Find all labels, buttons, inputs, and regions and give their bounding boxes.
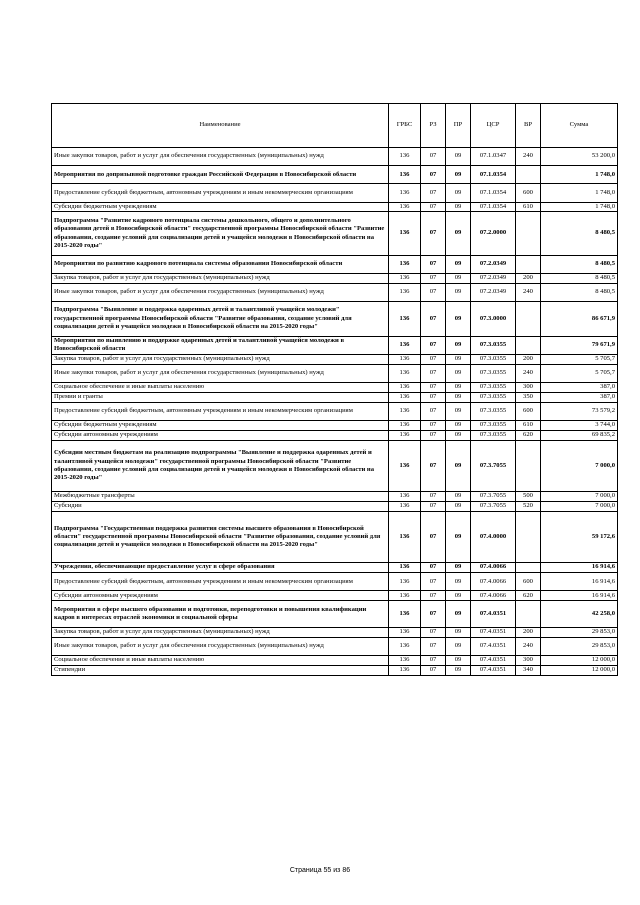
cell-csr: 07.4.0351 bbox=[471, 637, 516, 655]
table-row bbox=[52, 255, 618, 273]
cell-vr: 200 bbox=[516, 627, 541, 637]
table-row bbox=[52, 402, 618, 420]
col-header-grbs: ГРБС bbox=[389, 104, 421, 148]
cell-pr: 09 bbox=[446, 563, 471, 573]
cell-sum: 12 000,0 bbox=[541, 655, 618, 665]
cell-vr: 300 bbox=[516, 655, 541, 665]
cell-name: Подпрограмма "Развитие кадрового потенциала системы дошкольного, общего и дополнительного образования детей в Новосибирской области" государственной программы Новосибирской области "Развитие образования, создание условий для социализации детей и учащейся молодежи в Новосибирской области на 2015-2020 годы" bbox=[52, 212, 389, 255]
cell-grbs: 136 bbox=[389, 255, 421, 273]
cell-pr: 09 bbox=[446, 283, 471, 301]
cell-csr: 07.4.0000 bbox=[471, 511, 516, 562]
cell-grbs: 136 bbox=[389, 382, 421, 392]
cell-csr: 07.4.0066 bbox=[471, 563, 516, 573]
cell-vr: 240 bbox=[516, 364, 541, 382]
cell-pr: 09 bbox=[446, 591, 471, 601]
cell-rz: 07 bbox=[421, 336, 446, 354]
cell-sum: 16 914,6 bbox=[541, 563, 618, 573]
cell-vr: 520 bbox=[516, 501, 541, 511]
cell-pr: 09 bbox=[446, 301, 471, 336]
cell-pr: 09 bbox=[446, 627, 471, 637]
cell-grbs: 136 bbox=[389, 166, 421, 184]
table-row bbox=[52, 511, 618, 562]
cell-sum: 29 853,0 bbox=[541, 627, 618, 637]
cell-pr: 09 bbox=[446, 255, 471, 273]
cell-rz: 07 bbox=[421, 301, 446, 336]
table-row bbox=[52, 148, 618, 166]
table-row bbox=[52, 601, 618, 628]
cell-pr: 09 bbox=[446, 665, 471, 675]
col-header-rz: РЗ bbox=[421, 104, 446, 148]
cell-csr: 07.3.0355 bbox=[471, 402, 516, 420]
cell-pr: 09 bbox=[446, 166, 471, 184]
cell-vr bbox=[516, 166, 541, 184]
cell-csr: 07.1.0354 bbox=[471, 184, 516, 202]
cell-vr: 610 bbox=[516, 420, 541, 430]
budget-table bbox=[51, 103, 618, 676]
cell-vr bbox=[516, 511, 541, 562]
cell-rz: 07 bbox=[421, 492, 446, 502]
cell-csr: 07.3.7055 bbox=[471, 501, 516, 511]
cell-name: Закупка товаров, работ и услуг для государственных (муниципальных) нужд bbox=[52, 273, 389, 283]
cell-csr: 07.3.0355 bbox=[471, 420, 516, 430]
cell-pr: 09 bbox=[446, 420, 471, 430]
table-row bbox=[52, 637, 618, 655]
cell-sum: 1 748,0 bbox=[541, 202, 618, 212]
cell-csr: 07.4.0351 bbox=[471, 665, 516, 675]
table-row bbox=[52, 627, 618, 637]
table-row bbox=[52, 430, 618, 440]
cell-rz: 07 bbox=[421, 665, 446, 675]
cell-rz: 07 bbox=[421, 382, 446, 392]
table-row bbox=[52, 492, 618, 502]
cell-rz: 07 bbox=[421, 601, 446, 628]
cell-csr: 07.3.0355 bbox=[471, 336, 516, 354]
cell-name: Мероприятия в сфере высшего образования и подготовки, переподготовки и повышения квалификации кадров в интересах отраслей экономики и социальной сферы bbox=[52, 601, 389, 628]
cell-csr: 07.3.0000 bbox=[471, 301, 516, 336]
cell-vr: 500 bbox=[516, 492, 541, 502]
cell-grbs: 136 bbox=[389, 627, 421, 637]
cell-vr: 200 bbox=[516, 354, 541, 364]
cell-sum: 79 671,9 bbox=[541, 336, 618, 354]
cell-sum: 53 200,0 bbox=[541, 148, 618, 166]
cell-vr: 600 bbox=[516, 184, 541, 202]
cell-csr: 07.2.0349 bbox=[471, 273, 516, 283]
cell-csr: 07.4.0351 bbox=[471, 601, 516, 628]
cell-sum: 3 744,0 bbox=[541, 420, 618, 430]
cell-sum: 42 258,0 bbox=[541, 601, 618, 628]
cell-name: Закупка товаров, работ и услуг для государственных (муниципальных) нужд bbox=[52, 354, 389, 364]
cell-sum: 7 000,0 bbox=[541, 440, 618, 491]
cell-sum: 1 748,0 bbox=[541, 166, 618, 184]
cell-grbs: 136 bbox=[389, 392, 421, 402]
table-row bbox=[52, 273, 618, 283]
cell-pr: 09 bbox=[446, 392, 471, 402]
table-row bbox=[52, 301, 618, 336]
cell-csr: 07.3.0355 bbox=[471, 430, 516, 440]
cell-rz: 07 bbox=[421, 655, 446, 665]
cell-name: Премии и гранты bbox=[52, 392, 389, 402]
table-body bbox=[52, 148, 618, 676]
cell-sum: 7 000,0 bbox=[541, 492, 618, 502]
page-number: Страница 55 из 86 bbox=[289, 867, 351, 874]
cell-csr: 07.2.0000 bbox=[471, 212, 516, 255]
cell-csr: 07.1.0354 bbox=[471, 166, 516, 184]
cell-pr: 09 bbox=[446, 573, 471, 591]
cell-name: Предоставление субсидий бюджетным, автономным учреждениям и иным некоммерческим организациям bbox=[52, 184, 389, 202]
cell-sum: 5 705,7 bbox=[541, 354, 618, 364]
cell-vr: 240 bbox=[516, 637, 541, 655]
cell-name: Иные закупки товаров, работ и услуг для обеспечения государственных (муниципальных) нужд bbox=[52, 283, 389, 301]
cell-sum: 29 853,0 bbox=[541, 637, 618, 655]
cell-grbs: 136 bbox=[389, 212, 421, 255]
cell-grbs: 136 bbox=[389, 637, 421, 655]
cell-rz: 07 bbox=[421, 627, 446, 637]
cell-pr: 09 bbox=[446, 382, 471, 392]
cell-rz: 07 bbox=[421, 354, 446, 364]
cell-pr: 09 bbox=[446, 430, 471, 440]
table-row bbox=[52, 336, 618, 354]
cell-pr: 09 bbox=[446, 184, 471, 202]
table-row bbox=[52, 573, 618, 591]
cell-pr: 09 bbox=[446, 655, 471, 665]
cell-csr: 07.3.0355 bbox=[471, 364, 516, 382]
cell-vr: 240 bbox=[516, 283, 541, 301]
cell-vr bbox=[516, 301, 541, 336]
cell-csr: 07.1.0347 bbox=[471, 148, 516, 166]
cell-sum: 73 579,2 bbox=[541, 402, 618, 420]
cell-vr: 600 bbox=[516, 402, 541, 420]
cell-rz: 07 bbox=[421, 184, 446, 202]
cell-pr: 09 bbox=[446, 402, 471, 420]
cell-grbs: 136 bbox=[389, 184, 421, 202]
cell-sum: 59 172,6 bbox=[541, 511, 618, 562]
cell-vr: 610 bbox=[516, 202, 541, 212]
cell-sum: 86 671,9 bbox=[541, 301, 618, 336]
table-row bbox=[52, 212, 618, 255]
cell-pr: 09 bbox=[446, 501, 471, 511]
cell-name: Иные закупки товаров, работ и услуг для обеспечения государственных (муниципальных) нужд bbox=[52, 364, 389, 382]
cell-rz: 07 bbox=[421, 212, 446, 255]
cell-rz: 07 bbox=[421, 255, 446, 273]
cell-sum: 8 480,5 bbox=[541, 273, 618, 283]
table-row bbox=[52, 563, 618, 573]
cell-grbs: 136 bbox=[389, 336, 421, 354]
cell-rz: 07 bbox=[421, 430, 446, 440]
col-header-pr: ПР bbox=[446, 104, 471, 148]
cell-vr: 600 bbox=[516, 573, 541, 591]
cell-csr: 07.4.0066 bbox=[471, 591, 516, 601]
cell-sum: 7 000,0 bbox=[541, 501, 618, 511]
cell-vr: 620 bbox=[516, 591, 541, 601]
cell-rz: 07 bbox=[421, 166, 446, 184]
cell-name: Субсидии автономным учреждениям bbox=[52, 591, 389, 601]
table-row bbox=[52, 364, 618, 382]
table-row bbox=[52, 665, 618, 675]
cell-csr: 07.4.0351 bbox=[471, 655, 516, 665]
cell-name: Иные закупки товаров, работ и услуг для обеспечения государственных (муниципальных) нужд bbox=[52, 148, 389, 166]
cell-grbs: 136 bbox=[389, 273, 421, 283]
cell-csr: 07.4.0066 bbox=[471, 573, 516, 591]
cell-rz: 07 bbox=[421, 402, 446, 420]
col-header-sum: Сумма bbox=[541, 104, 618, 148]
cell-rz: 07 bbox=[421, 637, 446, 655]
cell-name: Мероприятия по выявлению и поддержке одаренных детей и талантливой учащейся молодежи в Новосибирской области bbox=[52, 336, 389, 354]
cell-vr bbox=[516, 601, 541, 628]
cell-rz: 07 bbox=[421, 283, 446, 301]
cell-name: Социальное обеспечение и иные выплаты населению bbox=[52, 655, 389, 665]
cell-name: Субсидии местным бюджетам на реализацию подпрограммы "Выявление и поддержка одаренных детей и талантливой учащейся молодежи" государственной программы Новосибирской области "Развитие образования, создание условий для социализации детей и учащейся молодежи в Новосибирской области на 2015-2020 годы" bbox=[52, 440, 389, 491]
cell-rz: 07 bbox=[421, 563, 446, 573]
cell-vr bbox=[516, 336, 541, 354]
cell-grbs: 136 bbox=[389, 402, 421, 420]
cell-name: Закупка товаров, работ и услуг для государственных (муниципальных) нужд bbox=[52, 627, 389, 637]
cell-name: Субсидии bbox=[52, 501, 389, 511]
cell-rz: 07 bbox=[421, 364, 446, 382]
table-row bbox=[52, 591, 618, 601]
table-row bbox=[52, 354, 618, 364]
table-header-row bbox=[52, 104, 618, 148]
table-row bbox=[52, 501, 618, 511]
cell-rz: 07 bbox=[421, 202, 446, 212]
cell-grbs: 136 bbox=[389, 591, 421, 601]
cell-csr: 07.3.7055 bbox=[471, 492, 516, 502]
cell-sum: 1 748,0 bbox=[541, 184, 618, 202]
cell-pr: 09 bbox=[446, 212, 471, 255]
cell-sum: 387,0 bbox=[541, 382, 618, 392]
cell-grbs: 136 bbox=[389, 665, 421, 675]
cell-pr: 09 bbox=[446, 492, 471, 502]
cell-name: Межбюджетные трансферты bbox=[52, 492, 389, 502]
cell-sum: 12 000,0 bbox=[541, 665, 618, 675]
cell-pr: 09 bbox=[446, 511, 471, 562]
cell-grbs: 136 bbox=[389, 492, 421, 502]
cell-pr: 09 bbox=[446, 202, 471, 212]
cell-csr: 07.3.0355 bbox=[471, 382, 516, 392]
cell-grbs: 136 bbox=[389, 301, 421, 336]
cell-pr: 09 bbox=[446, 354, 471, 364]
cell-grbs: 136 bbox=[389, 655, 421, 665]
cell-grbs: 136 bbox=[389, 563, 421, 573]
cell-sum: 69 835,2 bbox=[541, 430, 618, 440]
cell-sum: 8 480,5 bbox=[541, 255, 618, 273]
cell-csr: 07.3.0355 bbox=[471, 392, 516, 402]
table-row bbox=[52, 202, 618, 212]
col-header-vr: ВР bbox=[516, 104, 541, 148]
col-header-csr: ЦСР bbox=[471, 104, 516, 148]
cell-name: Стипендии bbox=[52, 665, 389, 675]
cell-csr: 07.1.0354 bbox=[471, 202, 516, 212]
cell-pr: 09 bbox=[446, 336, 471, 354]
cell-grbs: 136 bbox=[389, 364, 421, 382]
cell-grbs: 136 bbox=[389, 511, 421, 562]
cell-pr: 09 bbox=[446, 440, 471, 491]
cell-vr: 350 bbox=[516, 392, 541, 402]
cell-csr: 07.4.0351 bbox=[471, 627, 516, 637]
cell-name: Субсидии бюджетным учреждениям bbox=[52, 202, 389, 212]
cell-vr bbox=[516, 563, 541, 573]
cell-vr bbox=[516, 255, 541, 273]
cell-grbs: 136 bbox=[389, 283, 421, 301]
cell-name: Учреждения, обеспечивающие предоставление услуг в сфере образования bbox=[52, 563, 389, 573]
cell-name: Иные закупки товаров, работ и услуг для обеспечения государственных (муниципальных) нужд bbox=[52, 637, 389, 655]
cell-grbs: 136 bbox=[389, 354, 421, 364]
cell-csr: 07.2.0349 bbox=[471, 283, 516, 301]
cell-vr: 620 bbox=[516, 430, 541, 440]
cell-sum: 16 914,6 bbox=[541, 591, 618, 601]
cell-rz: 07 bbox=[421, 440, 446, 491]
cell-grbs: 136 bbox=[389, 148, 421, 166]
cell-pr: 09 bbox=[446, 273, 471, 283]
cell-vr: 240 bbox=[516, 148, 541, 166]
cell-rz: 07 bbox=[421, 573, 446, 591]
cell-vr: 300 bbox=[516, 382, 541, 392]
cell-sum: 5 705,7 bbox=[541, 364, 618, 382]
cell-csr: 07.3.7055 bbox=[471, 440, 516, 491]
cell-grbs: 136 bbox=[389, 573, 421, 591]
table-row bbox=[52, 184, 618, 202]
cell-csr: 07.2.0349 bbox=[471, 255, 516, 273]
cell-name: Мероприятия по развитию кадрового потенциала системы образования Новосибирской области bbox=[52, 255, 389, 273]
col-header-name: Наименование bbox=[52, 104, 389, 148]
table-row bbox=[52, 392, 618, 402]
table-row bbox=[52, 283, 618, 301]
cell-vr: 340 bbox=[516, 665, 541, 675]
cell-sum: 8 480,5 bbox=[541, 283, 618, 301]
cell-name: Предоставление субсидий бюджетным, автономным учреждениям и иным некоммерческим организациям bbox=[52, 573, 389, 591]
cell-name: Мероприятия по допризывной подготовке граждан Российской Федерации в Новосибирской области bbox=[52, 166, 389, 184]
cell-csr: 07.3.0355 bbox=[471, 354, 516, 364]
cell-rz: 07 bbox=[421, 501, 446, 511]
cell-name: Предоставление субсидий бюджетным, автономным учреждениям и иным некоммерческим организациям bbox=[52, 402, 389, 420]
cell-pr: 09 bbox=[446, 364, 471, 382]
cell-vr bbox=[516, 440, 541, 491]
cell-grbs: 136 bbox=[389, 501, 421, 511]
cell-vr bbox=[516, 212, 541, 255]
cell-grbs: 136 bbox=[389, 601, 421, 628]
cell-sum: 8 480,5 bbox=[541, 212, 618, 255]
cell-rz: 07 bbox=[421, 420, 446, 430]
cell-sum: 16 914,6 bbox=[541, 573, 618, 591]
table-row bbox=[52, 382, 618, 392]
table-row bbox=[52, 440, 618, 491]
table-row bbox=[52, 166, 618, 184]
cell-name: Социальное обеспечение и иные выплаты населению bbox=[52, 382, 389, 392]
cell-name: Субсидии бюджетным учреждениям bbox=[52, 420, 389, 430]
cell-pr: 09 bbox=[446, 601, 471, 628]
cell-rz: 07 bbox=[421, 511, 446, 562]
cell-rz: 07 bbox=[421, 273, 446, 283]
cell-sum: 387,0 bbox=[541, 392, 618, 402]
table-row bbox=[52, 655, 618, 665]
cell-grbs: 136 bbox=[389, 420, 421, 430]
cell-grbs: 136 bbox=[389, 202, 421, 212]
cell-pr: 09 bbox=[446, 637, 471, 655]
cell-rz: 07 bbox=[421, 591, 446, 601]
cell-name: Субсидии автономным учреждениям bbox=[52, 430, 389, 440]
cell-name: Подпрограмма "Выявление и поддержка одаренных детей и талантливой учащейся молодежи" государственной программы Новосибирской области "Развитие образования, создание условий для социализации детей и учащейся молодежи в Новосибирской области на 2015-2020 годы" bbox=[52, 301, 389, 336]
cell-rz: 07 bbox=[421, 392, 446, 402]
cell-grbs: 136 bbox=[389, 430, 421, 440]
cell-rz: 07 bbox=[421, 148, 446, 166]
cell-grbs: 136 bbox=[389, 440, 421, 491]
cell-vr: 200 bbox=[516, 273, 541, 283]
cell-pr: 09 bbox=[446, 148, 471, 166]
table-row bbox=[52, 420, 618, 430]
cell-name: Подпрограмма "Государственная поддержка развития системы высшего образования в Новосибирской области" государственной программы Новосибирской области "Развитие образования, создание условий для социализации детей и учащейся молодежи в Новосибирской области на 2015-2020 годы" bbox=[52, 511, 389, 562]
